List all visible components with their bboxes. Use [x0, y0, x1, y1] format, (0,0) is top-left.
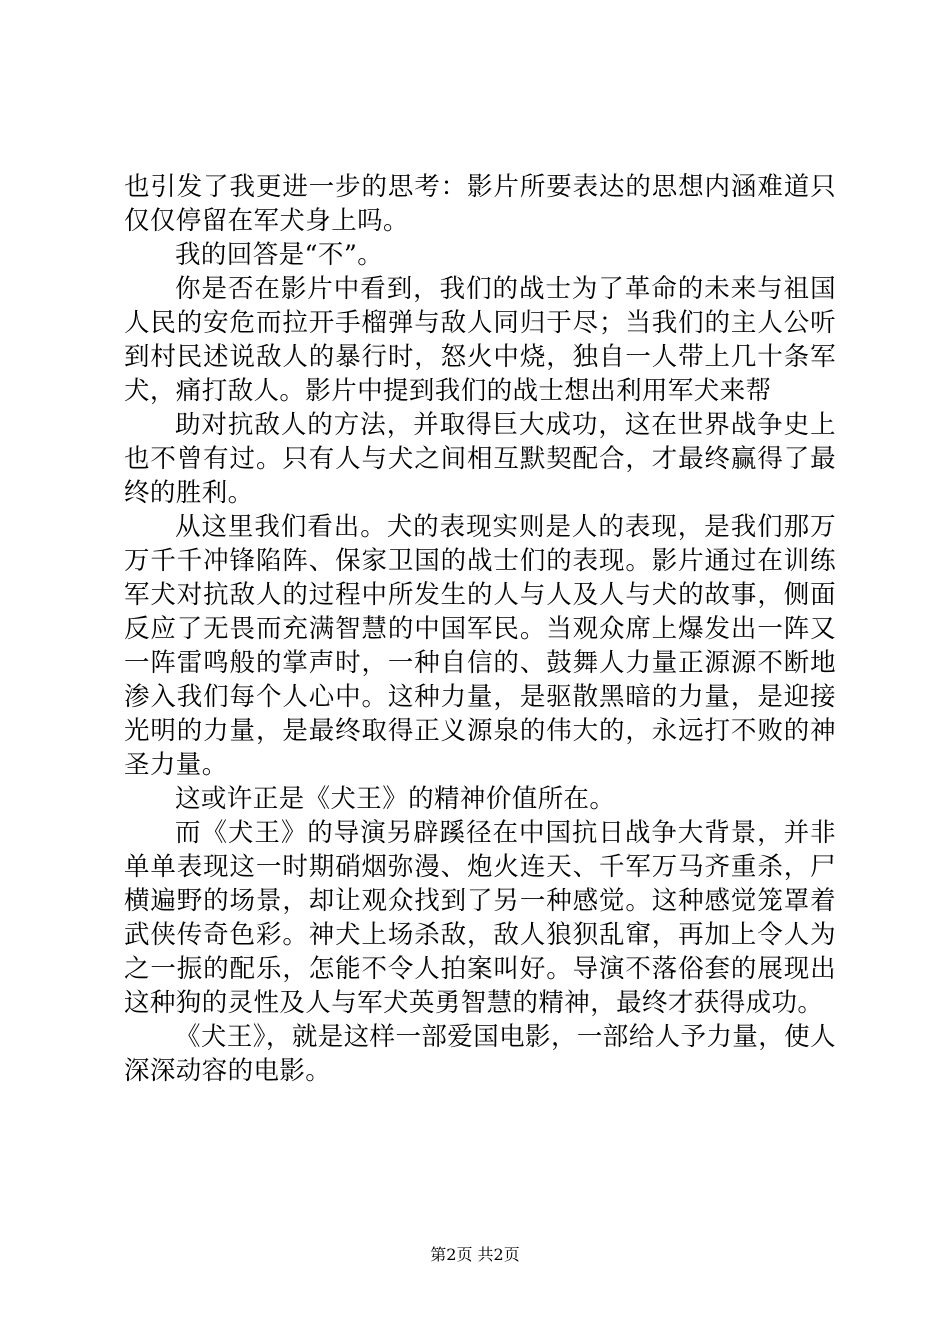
body-text: [124, 170, 836, 1088]
paragraph-continued: 也引发了我更进一步的思考：影片所要表达的思想内涵难道只仅仅停留在军犬身上吗。: [124, 172, 836, 236]
paragraph: 你是否在影片中看到，我们的战士为了革命的未来与祖国人民的安危而拉开手榴弹与敌人同归于尽；当我们的主人公听到村民述说敌人的暴行时，怒火中烧，独自一人带上几十条军犬，痛打敌人。影片中提到我们的战士想出利用军犬来帮: [124, 274, 836, 406]
paragraph: 助对抗敌人的方法，并取得巨大成功，这在世界战争史上也不曾有过。只有人与犬之间相互默契配合，才最终赢得了最终的胜利。: [124, 410, 836, 508]
page-number-footer: 第2页 共2页: [430, 1245, 520, 1264]
paragraph: 这或许正是《犬王》的精神价值所在。: [175, 784, 616, 814]
paragraph: 而《犬王》的导演另辟蹊径在中国抗日战争大背景，并非单单表现这一时期硝烟弥漫、炮火连天、千军万马齐重杀，尸横遍野的场景，却让观众找到了另一种感觉。这种感觉笼罩着武侠传奇色彩。神犬上场杀敌，敌人狼狈乱窜，再加上令人为之一振的配乐，怎能不令人拍案叫好。导演不落俗套的展现出这种狗的灵性及人与军犬英勇智慧的精神，最终才获得成功。: [124, 818, 836, 1018]
paragraph: 从这里我们看出。犬的表现实则是人的表现，是我们那万万千千冲锋陷阵、保家卫国的战士们的表现。影片通过在训练军犬对抗敌人的过程中所发生的人与人及人与犬的故事，侧面反应了无畏而充满智慧的中国军民。当观众席上爆发出一阵又一阵雷鸣般的掌声时，一种自信的、鼓舞人力量正源源不断地渗入我们每个人心中。这种力量，是驱散黑暗的力量，是迎接光明的力量，是最终取得正义源泉的伟大的，永远打不败的神圣力量。: [124, 512, 836, 780]
paragraph: 《犬王》，就是这样一部爱国电影，一部给人予力量，使人深深动容的电影。: [124, 1022, 836, 1086]
paragraph: 我的回答是“不”。: [175, 240, 384, 270]
